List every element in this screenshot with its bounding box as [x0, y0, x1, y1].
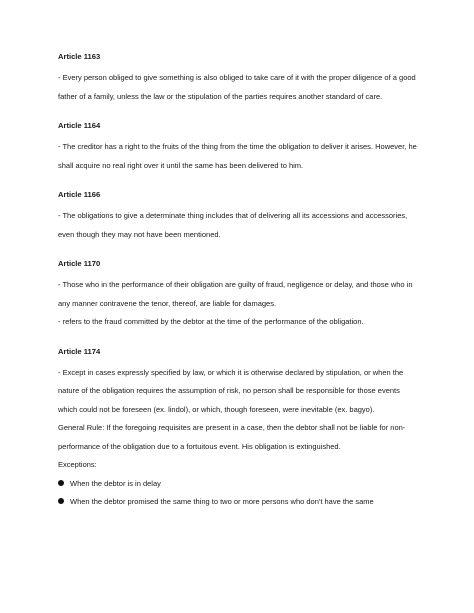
- general-rule-paragraph: General Rule: If the foregoing requisites are present in a case, then the debtor shall not be liable for non-performance of the obligation due to a fortuitous event. His obligation is extinguished.: [58, 423, 406, 451]
- article-1163: [58, 52, 418, 106]
- article-paragraph: - refers to the fraud committed by the debtor at the time of the performance of the obligation.: [58, 317, 364, 326]
- exception-bullet-item: [58, 493, 418, 512]
- article-heading: Article 1163: [58, 52, 101, 61]
- exception-bullet-item: [58, 475, 418, 494]
- bullet-text: When the debtor promised the same thing to two or more persons who don't have the same: [70, 497, 374, 506]
- bullet-dot-icon: [58, 480, 64, 486]
- article-paragraph: - Every person obliged to give something is also obliged to take care of it with the proper diligence of a good father of a family, unless the law or the stipulation of the parties requires another standard of care.: [58, 73, 416, 101]
- article-1174: [58, 347, 418, 512]
- article-1166: [58, 190, 418, 244]
- article-1164: [58, 121, 418, 175]
- article-heading: Article 1170: [58, 259, 101, 268]
- exceptions-label: Exceptions:: [58, 460, 97, 469]
- bullet-text: When the debtor is in delay: [70, 478, 161, 488]
- article-heading: Article 1166: [58, 190, 101, 199]
- document-page: [58, 52, 418, 527]
- article-paragraph: - The creditor has a right to the fruits of the thing from the time the obligation to deliver it arises. However, he shall acquire no real right over it until the same has been delivered to him.: [58, 142, 417, 170]
- article-paragraph: - The obligations to give a determinate thing includes that of delivering all its accessions and accessories, even though they may not have been mentioned.: [58, 211, 408, 239]
- article-heading: Article 1164: [58, 121, 101, 130]
- article-paragraph: - Except in cases expressly specified by law, or which it is otherwise declared by stipulation, or when the nature of the obligation requires the assumption of risk, no person shall be responsible for those events which could not be foreseen (ex. lindol), or which, though foreseen, were inevitable (ex. bagyo).: [58, 367, 404, 414]
- bullet-dot-icon: [58, 498, 64, 504]
- article-heading: Article 1174: [58, 346, 101, 356]
- article-1170: [58, 259, 418, 332]
- article-paragraph: - Those who in the performance of their obligation are guilty of fraud, negligence or delay, and those who in any manner contravene the tenor, thereof, are liable for damages.: [58, 280, 413, 308]
